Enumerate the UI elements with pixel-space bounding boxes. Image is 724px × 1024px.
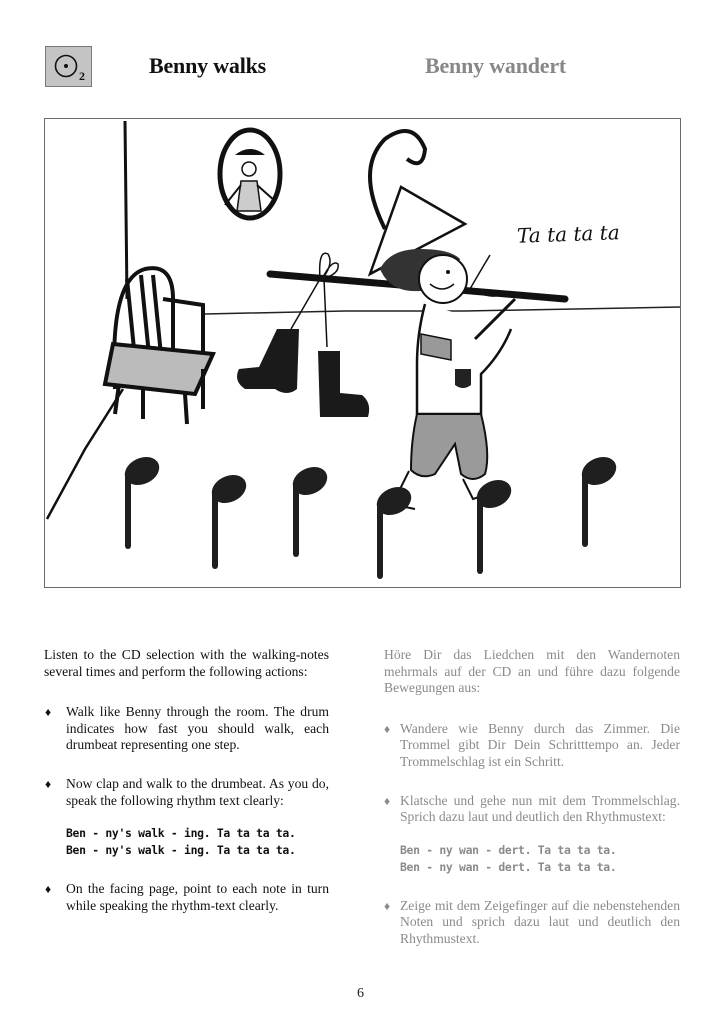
english-bullet-text: Walk like Benny through the room. The drum indicates how fast you should walk, each drumbeat representing one step. <box>66 704 329 753</box>
rhythm-line: Ben - ny wan - dert. Ta ta ta ta. <box>400 859 617 874</box>
german-rhythm-text <box>400 842 680 876</box>
english-bullet-text: On the facing page, point to each note in turn while speaking the rhythm-text clearly. <box>66 881 329 913</box>
illustration-frame <box>44 118 681 588</box>
quarter-notes <box>120 452 621 579</box>
english-bullet-2 <box>44 776 329 859</box>
diamond-bullet-icon: ♦ <box>45 882 52 897</box>
title-german: Benny wandert <box>425 53 567 78</box>
english-column <box>44 647 329 936</box>
english-bullet-1 <box>44 704 329 754</box>
diamond-bullet-icon: ♦ <box>45 776 52 791</box>
german-bullet-1 <box>384 721 680 771</box>
diamond-bullet-icon: ♦ <box>384 898 391 913</box>
english-rhythm-text <box>66 825 329 859</box>
benny-illustration <box>45 119 681 588</box>
rhythm-line: Ben - ny's walk - ing. Ta ta ta ta. <box>66 843 296 858</box>
cd-track-number: 2 <box>79 69 85 83</box>
diamond-bullet-icon: ♦ <box>45 705 52 720</box>
rhythm-line: Ben - ny wan - dert. Ta ta ta ta. <box>400 842 617 857</box>
german-bullet-2 <box>384 793 680 876</box>
page-number: 6 <box>357 986 364 1001</box>
cd-icon <box>46 47 93 88</box>
chair <box>105 268 213 424</box>
english-intro: Listen to the CD selection with the walking-notes several times and perform the following actions: <box>44 647 329 679</box>
german-bullet-3 <box>384 898 680 948</box>
english-bullet-text: Now clap and walk to the drumbeat. As you do, speak the following rhythm text clearly: <box>66 775 329 808</box>
german-bullet-text: Zeige mit dem Zeigefinger auf die nebenstehenden Noten und sprich dazu laut und deutlich den Rhythmustext. <box>400 897 680 946</box>
speech-text: Ta ta ta ta <box>516 220 621 248</box>
german-bullet-text: Klatsche und gehe nun mit dem Trommelschlag. Sprich dazu laut und deutlich den Rhythmustext: <box>400 792 680 825</box>
portrait-frame <box>220 130 280 218</box>
diamond-bullet-icon: ♦ <box>384 721 391 736</box>
german-bullet-text: Wandere wie Benny durch das Zimmer. Die Trommel gibt Dir Dein Schritttempo an. Jeder Trommelschlag ist ein Schritt. <box>400 720 680 769</box>
title-english: Benny walks <box>149 53 267 78</box>
german-intro: Höre Dir das Liedchen mit den Wandernoten mehrmals auf der CD an und führe dazu folgende Bewegungen aus: <box>384 647 680 696</box>
cd-track-badge <box>45 46 92 87</box>
diamond-bullet-icon: ♦ <box>384 793 391 808</box>
german-column <box>384 647 680 970</box>
english-bullet-3 <box>44 881 329 914</box>
rhythm-line: Ben - ny's walk - ing. Ta ta ta ta. <box>66 826 296 841</box>
